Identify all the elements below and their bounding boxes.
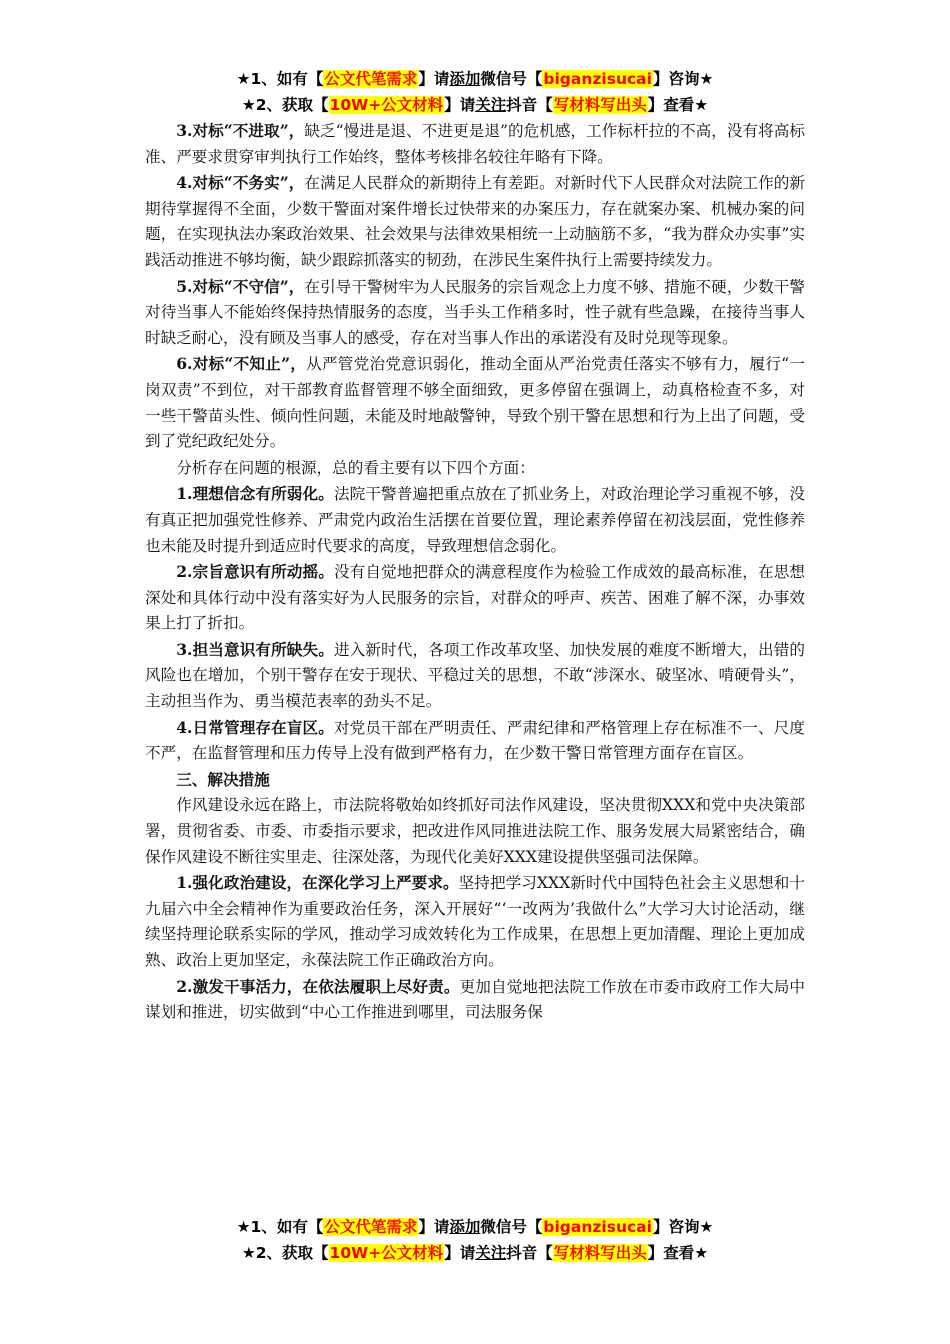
paragraph-root-2: 2.宗旨意识有所动摇。没有自觉地把群众的满意程度作为检验工作成效的最高标准，在思想深处和具体行动中没有落实好为人民服务的宗旨，对群众的呼声、疾苦、困难了解不深，办事效果上打了折扣。 bbox=[145, 562, 805, 633]
highlight-service: 公文代笔需求 bbox=[324, 70, 418, 88]
paragraph-analysis-intro: 分析存在问题的根源，总的看主要有以下四个方面： bbox=[176, 458, 535, 477]
highlight-wechat-id: biganzisucai bbox=[543, 1218, 652, 1236]
promo-banner-bottom bbox=[0, 1214, 950, 1266]
paragraph-measure-2: 2.激发干事活力，在依法履职上尽好责。更加自觉地把法院工作放在市委市政府工作大局中谋划和推进，切实做到“中心工作推进到哪里，司法服务保 bbox=[145, 976, 805, 1022]
paragraph-root-3: 3.担当意识有所缺失。进入新时代，各项工作改革攻坚、加快发展的难度不断增大，出错的风险也在增加，个别干警存在安于现状、平稳过关的思想，不敢“涉深水、破坚冰、啃硬骨头”，主动担当作为、勇当模范表率的劲头不足。 bbox=[145, 639, 805, 711]
promo-line-2-bottom: ★2、获取【10W+公文材料】请关注抖音【写材料写出头】查看★ bbox=[241, 1244, 709, 1262]
promo-line-2: ★2、获取【10W+公文材料】请关注抖音【写材料写出头】查看★ bbox=[241, 96, 709, 114]
paragraph-4: 4.对标“不务实”，在满足人民群众的新期待上有差距。对新时代下人民群众对法院工作的新期待掌握得不全面，少数干警面对案件增长过快带来的办案压力，存在就案办案、机械办案的问题，在实现执法办案政治效果、社会效果与法律效果相统一上动脑筋不多，“我为群众办实事”实践活动推进不够均衡，缺少跟踪抓落实的韧劲，在涉民生案件执行上需要持续发力。 bbox=[145, 173, 805, 269]
document-body bbox=[145, 118, 805, 1026]
paragraph-root-1: 1.理想信念有所弱化。法院干警普遍把重点放在了抓业务上，对政治理论学习重视不够，没有真正把加强党性修养、严肃党内政治生活摆在首要位置，理论素养停留在初浅层面，党性修养也未能及时提升到适应时代要求的高度，导致理想信念弱化。 bbox=[145, 484, 805, 555]
paragraph-5: 5.对标“不守信”，在引导干警树牢为人民服务的宗旨观念上力度不够、措施不硬，少数干警对待当事人不能始终保持热情服务的态度，当手头工作稍多时，性子就有些急躁，在接待当事人时缺乏耐心，没有顾及当事人的感受，存在对当事人作出的承诺没有及时兑现等现象。 bbox=[145, 276, 805, 347]
section-heading-solutions: 三、解决措施 bbox=[176, 769, 270, 789]
promo-banner-top bbox=[0, 66, 950, 118]
promo-line-1: ★1、如有【公文代笔需求】请添加微信号【biganzisucai】咨询★ bbox=[236, 70, 714, 88]
promo-line-1-bottom: ★1、如有【公文代笔需求】请添加微信号【biganzisucai】咨询★ bbox=[236, 1218, 714, 1236]
paragraph-solutions-intro: 作风建设永远在路上，市法院将敬始如终抓好司法作风建设，坚决贯彻XXX和党中央决策部署，贯彻省委、市委、市委指示要求，把改进作风同推进法院工作、服务发展大局紧密结合，确保作风建设不断往实里走、往深处落，为现代化美好XXX建设提供坚强司法保障。 bbox=[145, 796, 805, 866]
highlight-service: 公文代笔需求 bbox=[324, 1218, 418, 1236]
highlight-materials: 10W+公文材料 bbox=[329, 1244, 444, 1262]
highlight-wechat-id: biganzisucai bbox=[543, 70, 652, 88]
highlight-douyin-id: 写材料写出头 bbox=[553, 96, 647, 114]
paragraph-3: 3.对标“不进取”，缺乏“慢进是退、不进更是退”的危机感，工作标杆拉的不高，没有将高标准、严要求贯穿审判执行工作始终，整体考核排名较往年略有下降。 bbox=[145, 121, 805, 166]
paragraph-6: 6.对标“不知止”，从严管党治党意识弱化，推动全面从严治党责任落实不够有力，履行“一岗双责”不到位，对干部教育监督管理不够全面细致，更多停留在强调上，动真格检查不多，对一些干警苗头性、倾向性问题，未能及时地敲警钟，导致个别干警在思想和行为上出了问题，受到了党纪政纪处分。 bbox=[145, 354, 805, 451]
highlight-materials: 10W+公文材料 bbox=[329, 96, 444, 114]
paragraph-measure-1: 1.强化政治建设，在深化学习上严要求。坚持把学习XXX新时代中国特色社会主义思想和十九届六中全会精神作为重要政治任务，深入开展好“‘一改两为’我做什么”大学习大讨论活动，继续坚持理论联系实际的学风，推动学习成效转化为工作成果，在思想上更加清醒、理论上更加成熟、政治上更加坚定，永葆法院工作正确政治方向。 bbox=[145, 873, 806, 969]
highlight-douyin-id: 写材料写出头 bbox=[553, 1244, 647, 1262]
paragraph-root-4: 4.日常管理存在盲区。对党员干部在严明责任、严肃纪律和严格管理上存在标准不一、尺度不严，在监督管理和压力传导上没有做到严格有力，在少数干警日常管理方面存在盲区。 bbox=[145, 717, 805, 763]
